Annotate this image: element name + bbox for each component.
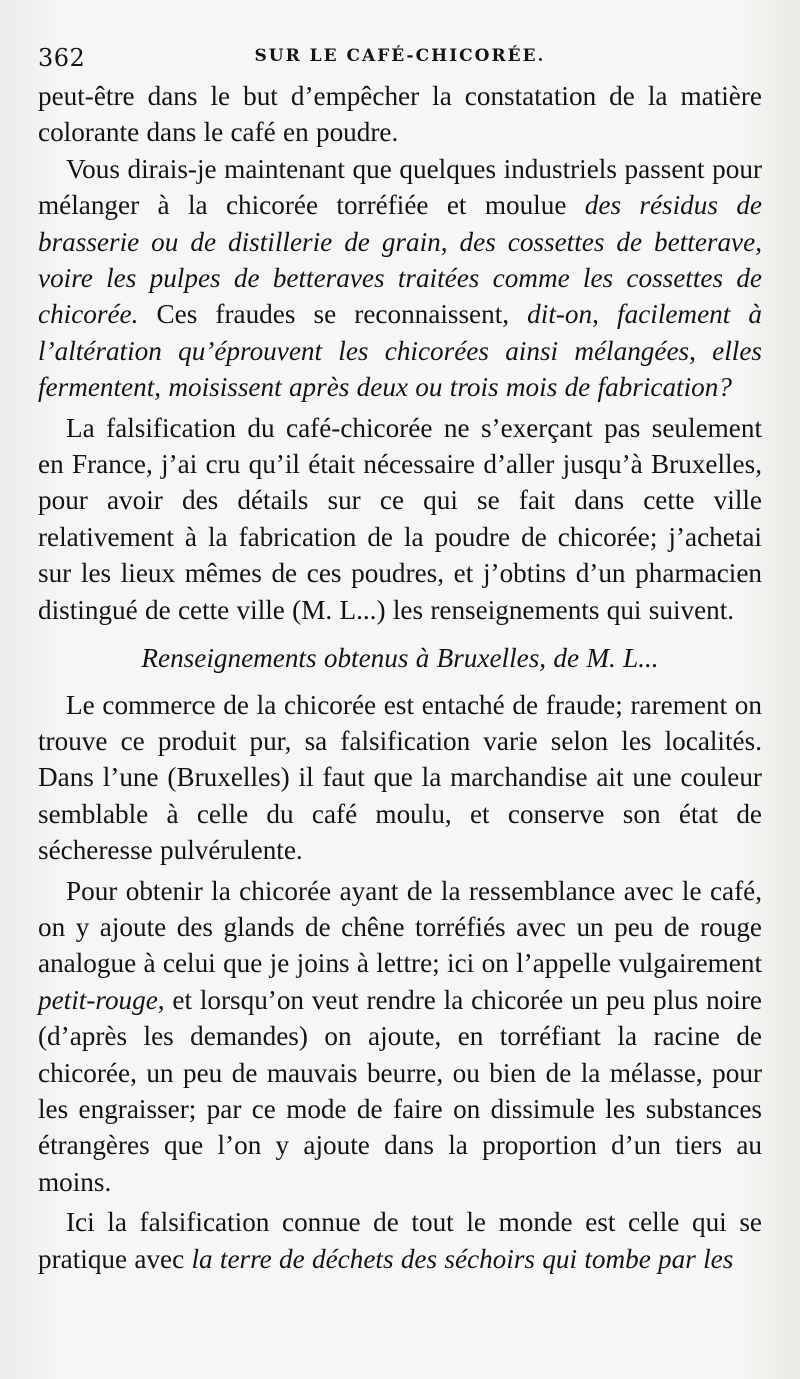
text-run: , xyxy=(755,226,762,257)
text-run: Vous dirais-je maintenant que quelques industriels passent pour mélanger à la chicorée torréfiée et moulue xyxy=(38,153,762,221)
paragraph-continuation xyxy=(38,78,762,151)
text-run: , et lorsqu’on veut rendre la chicorée un peu plus noire (d’après les demandes) on ajoute, en torréfiant la racine de chicorée, un peu de mauvais beurre, ou bien de la mélasse, pour les engraisser; par ce mode de faire on dissimule les substances étrangères que l’on y ajoute dans la proportion d’un tiers au moins. xyxy=(38,984,762,1197)
paragraph-commerce xyxy=(38,687,762,869)
paragraph-fraud-question xyxy=(38,151,762,406)
text-run: , xyxy=(689,335,713,366)
body-text xyxy=(38,78,762,1277)
italic-run: des résidus de brasserie ou de distillerie de grain xyxy=(38,190,762,257)
page-header xyxy=(38,38,762,78)
text-run: , xyxy=(440,226,460,257)
italic-run: petit-rouge xyxy=(38,984,158,1015)
page-number: 362 xyxy=(38,44,86,72)
text-run: Ces fraudes se reconnaissent, xyxy=(138,299,528,330)
italic-run: moisissent après deux ou trois mois de fabrication? xyxy=(168,372,732,403)
paragraph-text: La falsification du café-chicorée ne s’exerçant pas seulement en France, j’ai cru qu’il était nécessaire d’aller jusqu’à Bruxelles, pour avoir des détails sur ce qui se fait dans cette ville relativement à la fabrication de la poudre de chicorée; j’achetai sur les lieux mêmes de ces poudres, et j’obtins d’un pharmacien distingué de cette ville (M. L...) les renseignements qui suivent. xyxy=(38,412,762,625)
paragraph-text: peut-être dans le but d’empêcher la constatation de la matière colorante dans le café en poudre. xyxy=(38,81,762,148)
italic-run: elles fermentent xyxy=(38,335,762,403)
italic-run: voire les pulpes de betteraves traitées comme les cossettes de chicorée. xyxy=(38,263,762,330)
italic-run: la terre de déchets des séchoirs qui tombe par les xyxy=(191,1243,734,1274)
text-run: Ici la falsification connue de tout le monde est celle qui se pratique avec xyxy=(38,1207,762,1274)
paragraph-text: Le commerce de la chicorée est entaché de fraude; rarement on trouve ce produit pur, sa falsification varie selon les localités. Dans l’une (Bruxelles) il faut que la marchandise ait une couleur semblable à celle du café moulu, et conserve son état de sécheresse pulvérulente. xyxy=(38,689,762,866)
text-run: Pour obtenir la chicorée ayant de la ressemblance avec le café, on y ajoute des glands de chêne torréfiés avec un peu de rouge analogue à celui que je joins à lettre; ici on l’appelle vulgairement xyxy=(38,875,762,979)
text-run: , xyxy=(154,372,169,403)
italic-run: des cossettes de betterave xyxy=(459,226,756,257)
paragraph-brussels xyxy=(38,410,762,628)
italic-run: facilement à l’altération qu’éprouvent les chicorées ainsi mélangées xyxy=(38,299,762,366)
text-run: , xyxy=(592,299,618,330)
paragraph-known-fraud xyxy=(38,1204,762,1277)
running-title: SUR LE CAFÉ-CHICORÉE. xyxy=(254,46,546,66)
paragraph-acorns xyxy=(38,873,762,1201)
section-heading: Renseignements obtenus à Bruxelles, de M. L... xyxy=(141,643,659,674)
italic-run: dit-on xyxy=(527,299,593,330)
